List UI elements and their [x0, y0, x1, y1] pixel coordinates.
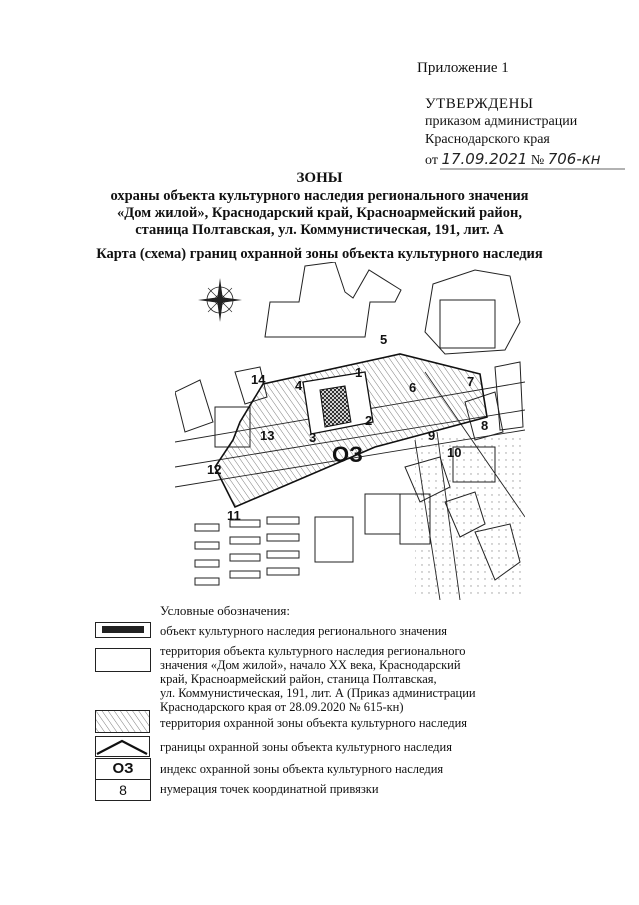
legend-text-line: край, Красноармейский район, станица Полтавская, — [160, 672, 437, 686]
legend-text-line: территория охранной зоны объекта культурного наследия — [160, 716, 468, 730]
legend-title: Условные обозначения: — [160, 603, 291, 618]
zone-map — [175, 262, 525, 600]
map-title: Карта (схема) границ охранной зоны объекта культурного наследия — [96, 246, 543, 262]
legend-boundary-symbol — [95, 736, 151, 758]
legend-protection-zone-symbol — [95, 710, 151, 734]
point-label: 9 — [428, 428, 436, 443]
legend-heritage-territory-symbol — [95, 648, 151, 672]
point-label: 1 — [355, 365, 363, 380]
point-label: 14 — [251, 372, 266, 387]
order-date-handwritten: 17.09.2021 — [441, 150, 528, 168]
point-label: 4 — [295, 378, 303, 393]
point-label: 5 — [380, 332, 388, 347]
order-number-prefix: № — [530, 153, 545, 168]
appendix-label: Приложение 1 — [417, 60, 509, 76]
order-number-handwritten: 706-кн — [547, 150, 601, 168]
legend-text-line: ул. Коммунистическая, 191, лит. А (Приказ администрации — [160, 686, 476, 700]
legend-item-text — [160, 782, 379, 796]
legend-item-text — [160, 624, 447, 638]
legend-item-text — [160, 762, 443, 776]
legend-item-text — [160, 644, 505, 714]
point-label: 6 — [409, 380, 417, 395]
heritage-object — [320, 386, 351, 427]
document-title: ЗОНЫ — [296, 170, 343, 186]
compass-rose — [198, 278, 242, 322]
point-label: 13 — [260, 428, 275, 443]
legend-text-line: значения «Дом жилой», начало XX века, Краснодарский — [160, 658, 461, 672]
point-label: 12 — [207, 462, 222, 477]
order-date-prefix: от — [425, 153, 438, 168]
title-line-1: охраны объекта культурного наследия регионального значения — [110, 188, 529, 204]
map-dotted-area — [415, 437, 525, 597]
legend-point-number-symbol: 8 — [95, 779, 151, 801]
order-line-2: Краснодарского края — [425, 132, 550, 147]
point-label: 7 — [467, 374, 475, 389]
legend-item-text — [160, 716, 467, 730]
order-line-1: приказом администрации — [425, 114, 578, 129]
point-label: 3 — [309, 430, 317, 445]
approved-label: УТВЕРЖДЕНЫ — [425, 96, 534, 112]
point-label: 11 — [227, 508, 241, 523]
point-label: 10 — [447, 445, 462, 460]
legend-text-line: территория объекта культурного наследия регионального — [160, 644, 466, 658]
legend-zone-index-symbol: ОЗ — [95, 758, 151, 780]
title-line-2: «Дом жилой», Краснодарский край, Красноармейский район, — [117, 205, 522, 221]
legend-heritage-object-symbol — [95, 622, 151, 638]
map-housing-blocks — [195, 517, 299, 585]
legend-text-line: объект культурного наследия регионального значения — [160, 624, 448, 638]
title-line-3: станица Полтавская, ул. Коммунистическая, 191, лит. А — [135, 222, 504, 238]
point-label: 8 — [481, 418, 489, 433]
zone-index-label: ОЗ — [332, 442, 363, 467]
legend-text-line: Краснодарского края от 28.09.2020 № 615-кн) — [160, 700, 404, 714]
legend-item-text — [160, 740, 452, 754]
legend-text-line: границы охранной зоны объекта культурного наследия — [160, 740, 452, 754]
legend-text-line: нумерация точек координатной привязки — [160, 782, 379, 796]
legend-text-line: индекс охранной зоны объекта культурного наследия — [160, 762, 444, 776]
point-label: 2 — [365, 413, 373, 428]
